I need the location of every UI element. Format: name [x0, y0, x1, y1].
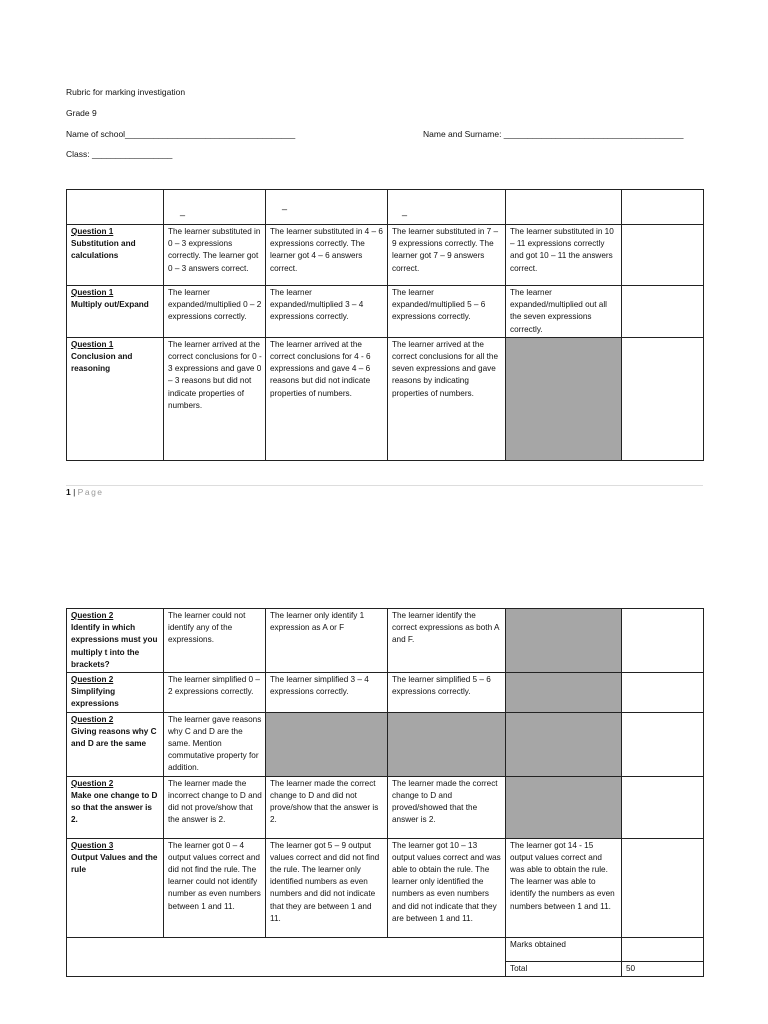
criterion-label: Make one change to D so that the answer is 2. — [71, 790, 158, 825]
level-3-cell: The learner substituted in 7 – 9 expressions correctly. The learner got 7 – 9 answers correct. — [388, 225, 506, 286]
question-number: Question 1 — [71, 288, 114, 297]
marks-cell — [622, 225, 704, 286]
question-number: Question 2 — [71, 611, 114, 620]
criterion-label: Output Values and the rule — [71, 852, 158, 875]
page-label: Page — [77, 487, 104, 497]
marks-cell — [622, 712, 704, 776]
question-number: Question 1 — [71, 339, 114, 349]
level-1-cell: The learner expanded/multiplied 0 – 2 expressions correctly. — [164, 286, 266, 338]
criterion-label: Giving reasons why C and D are the same — [71, 726, 157, 749]
criterion-cell — [67, 225, 164, 286]
criterion-label: Simplifying expressions — [71, 687, 119, 709]
criterion-cell — [67, 673, 164, 713]
level-1-cell: The learner simplified 0 – 2 expressions correctly. — [164, 673, 266, 713]
marks-cell — [622, 337, 704, 460]
school-name-field: Name of school____________________________________ — [66, 129, 296, 139]
level-2-cell: The learner arrived at the correct conclusions for 4 - 6 expressions and gave 4 – 6 reasons but did not indicate properties of numbers. — [266, 337, 388, 460]
marks-cell — [622, 673, 704, 713]
question-number: Question 2 — [71, 714, 114, 724]
table-row — [67, 838, 704, 937]
level-3-cell: The learner expanded/multiplied 5 – 6 expressions correctly. — [388, 286, 506, 338]
level-3-cell: The learner identify the correct expressions as both A and F. — [388, 609, 506, 673]
level-4-cell: The learner substituted in 10 – 11 expressions correctly and got 10 – 11 the answers correct. — [506, 225, 622, 286]
marks-obtained-label: Marks obtained — [506, 937, 622, 961]
shaded-cell — [506, 673, 622, 713]
level-2-cell: The learner substituted in 4 – 6 expressions correctly. The learner got 4 – 6 answers correct. — [266, 225, 388, 286]
level-1-cell: The learner made the incorrect change to D and did not prove/show that the answer is 2. — [164, 776, 266, 838]
marks-obtained-row — [67, 937, 704, 961]
level-2-cell: The learner made the correct change to D and did not prove/show that the answer is 2. — [266, 776, 388, 838]
shaded-cell — [506, 609, 622, 673]
question-number: Question 2 — [71, 778, 114, 788]
table-row — [67, 609, 704, 673]
page-separator: | — [70, 487, 78, 497]
criterion-label: Conclusion and reasoning — [71, 352, 133, 374]
header-cell-level-2: _ — [266, 190, 388, 225]
criterion-cell — [67, 337, 164, 460]
level-3-cell: The learner got 10 – 13 output values correct and was able to obtain the rule. The learner only identified the numbers as even numbers and did not indicate that they are between 1 and 11. — [388, 838, 506, 937]
shaded-cell — [266, 712, 388, 776]
page-divider — [66, 485, 703, 486]
level-1-cell: The learner got 0 – 4 output values correct and did not find the rule. The learner could not identify number as even numbers between 1 and 11. — [164, 838, 266, 937]
shaded-cell — [388, 712, 506, 776]
marks-cell — [622, 286, 704, 338]
level-2-cell: The learner simplified 3 – 4 expressions correctly. — [266, 673, 388, 713]
rubric-table-page-1 — [66, 189, 704, 461]
level-2-cell: The learner expanded/multiplied 3 – 4 expressions correctly. — [266, 286, 388, 338]
summary-blank-cell — [67, 937, 506, 976]
question-number: Question 1 — [71, 227, 114, 236]
marks-cell — [622, 609, 704, 673]
criterion-cell — [67, 286, 164, 338]
marks-cell — [622, 776, 704, 838]
criterion-cell — [67, 838, 164, 937]
shaded-cell — [506, 712, 622, 776]
document-title: Rubric for marking investigation — [66, 87, 186, 97]
marks-cell — [622, 838, 704, 937]
grade-label: Grade 9 — [66, 108, 97, 118]
table-row — [67, 712, 704, 776]
level-3-cell: The learner made the correct change to D and proved/showed that the answer is 2. — [388, 776, 506, 838]
level-2-cell: The learner got 5 – 9 output values correct and did not find the rule. The learner only identified numbers as even numbers and did not indicate that they are between 1 and 11. — [266, 838, 388, 937]
header-cell-level-4 — [506, 190, 622, 225]
criterion-cell — [67, 609, 164, 673]
marks-obtained-value — [622, 937, 704, 961]
level-2-cell: The learner only identify 1 expression as A or F — [266, 609, 388, 673]
page-number: 1 — [66, 487, 71, 497]
level-1-cell: The learner substituted in 0 – 3 expressions correctly. The learner got 0 – 3 answers correct. — [164, 225, 266, 286]
table-row — [67, 286, 704, 338]
page-footer — [66, 487, 104, 497]
rubric-table-page-2 — [66, 608, 704, 977]
criterion-label: Identify in which expressions must you multiply t into the brackets? — [71, 623, 158, 669]
class-field: Class: _________________ — [66, 149, 173, 159]
table-row — [67, 673, 704, 713]
level-1-cell: The learner arrived at the correct conclusions for 0 - 3 expressions and gave 0 – 3 reasons but did not indicate properties of numbers. — [164, 337, 266, 460]
table-row — [67, 776, 704, 838]
header-cell-level-1: _ — [164, 190, 266, 225]
table-row — [67, 337, 704, 460]
total-label: Total — [506, 961, 622, 976]
level-4-cell: The learner got 14 - 15 output values correct and was able to obtain the rule. The learner was able to identify the numbers as even numbers between 1 and 11. — [506, 838, 622, 937]
table-header-row — [67, 190, 704, 225]
level-3-cell: The learner arrived at the correct conclusions for all the seven expressions and gave reasons by indicating properties of numbers. — [388, 337, 506, 460]
question-number: Question 3 — [71, 840, 114, 850]
level-3-cell: The learner simplified 5 – 6 expressions correctly. — [388, 673, 506, 713]
shaded-cell — [506, 776, 622, 838]
level-4-cell: The learner expanded/multiplied out all the seven expressions correctly. — [506, 286, 622, 338]
total-value: 50 — [622, 961, 704, 976]
header-cell-marks — [622, 190, 704, 225]
criterion-cell — [67, 712, 164, 776]
criterion-label: Substitution and calculations — [71, 239, 136, 261]
header-cell-level-3: _ — [388, 190, 506, 225]
question-number: Question 2 — [71, 675, 114, 685]
header-cell-criteria — [67, 190, 164, 225]
level-1-cell: The learner gave reasons why C and D are the same. Mention commutative property for addition. — [164, 712, 266, 776]
shaded-cell — [506, 337, 622, 460]
criterion-label: Multiply out/Expand — [71, 300, 149, 310]
level-1-cell: The learner could not identify any of the expressions. — [164, 609, 266, 673]
table-row — [67, 225, 704, 286]
criterion-cell — [67, 776, 164, 838]
learner-name-field: Name and Surname: ______________________________________ — [423, 129, 684, 139]
